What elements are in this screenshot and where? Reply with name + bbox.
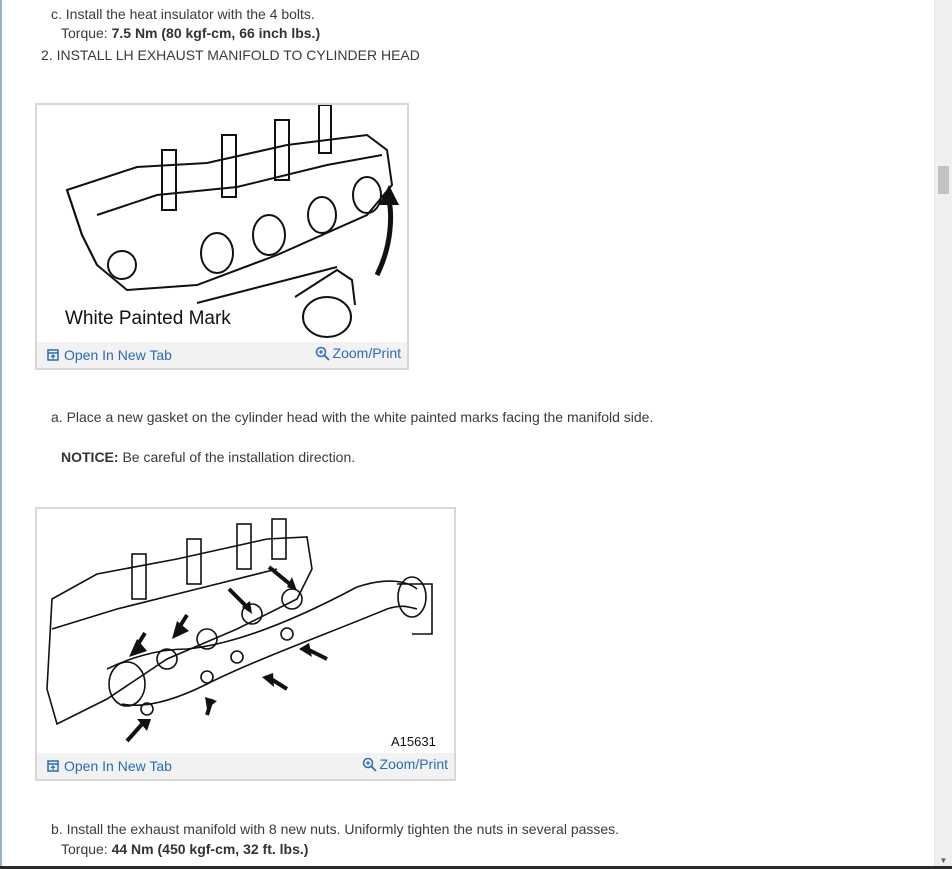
step-b-torque: Torque: 44 Nm (450 kgf-cm, 32 ft. lbs.) [61,841,309,857]
figure-toolbar [37,753,454,779]
open-in-new-tab-link[interactable]: Open In New Tab [47,347,172,363]
step-c-text: c. Install the heat insulator with the 4 bolts. [51,6,315,22]
open-tab-icon [47,760,59,772]
manifold-illustration [37,509,454,755]
gasket-illustration [37,105,407,343]
zoom-print-link[interactable]: Zoom/Print [315,345,401,361]
open-in-new-tab-link[interactable]: Open In New Tab [47,758,172,774]
figure-toolbar [37,342,407,368]
zoom-icon [315,346,330,361]
step-c-torque: Torque: 7.5 Nm (80 kgf-cm, 66 inch lbs.) [61,25,321,41]
step-2-heading: 2. INSTALL LH EXHAUST MANIFOLD TO CYLINDER HEAD [41,47,420,63]
scroll-down-arrow-icon[interactable]: ▼ [939,856,948,865]
scrollbar-thumb[interactable] [938,166,949,194]
figure-caption: White Painted Mark [65,308,231,329]
step-b-text: b. Install the exhaust manifold with 8 new nuts. Uniformly tighten the nuts in several passes. [51,821,620,837]
open-tab-icon [47,349,59,361]
vertical-scrollbar[interactable] [934,0,952,869]
step-a-text: a. Place a new gasket on the cylinder head with the white painted marks facing the manifold side. [51,409,654,425]
figure-manifold [35,507,456,781]
figure-code: A15631 [391,734,436,749]
figure-gasket [35,103,409,370]
notice-text: NOTICE: Be careful of the installation direction. [61,449,356,465]
zoom-icon [362,757,377,772]
zoom-print-link[interactable]: Zoom/Print [362,756,448,772]
